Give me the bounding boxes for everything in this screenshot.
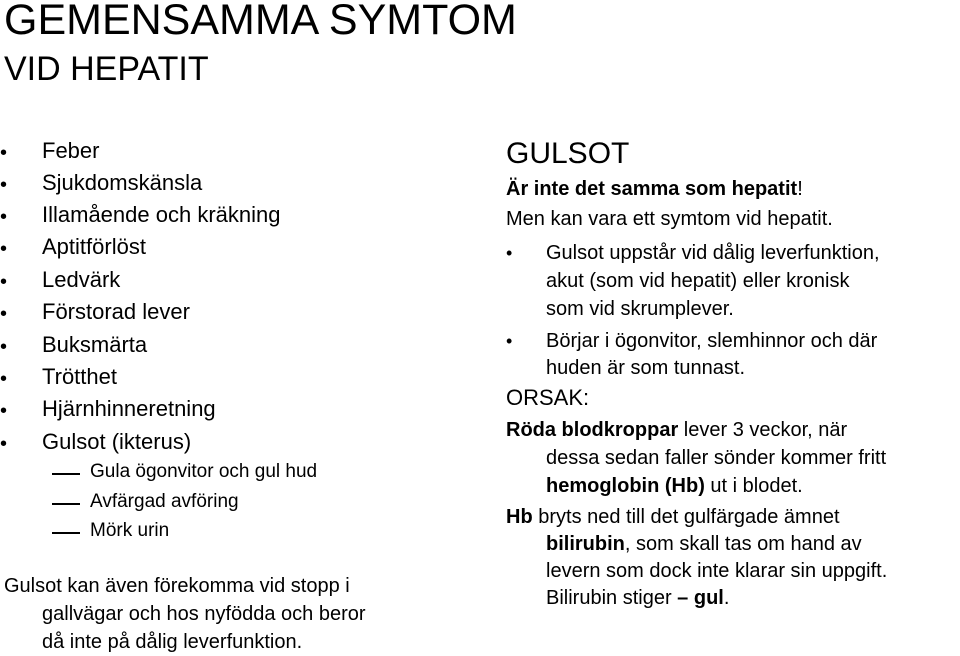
bullet-icon: • bbox=[0, 271, 8, 293]
cause-bold: Röda blodkroppar bbox=[506, 419, 679, 441]
bullet-icon: • bbox=[506, 331, 513, 351]
bullet-icon: • bbox=[0, 238, 8, 260]
dash-icon bbox=[52, 503, 80, 505]
bullet-icon: • bbox=[0, 303, 8, 325]
dash-icon bbox=[52, 473, 80, 475]
dash-icon bbox=[52, 532, 80, 534]
list-item: Feber bbox=[42, 138, 100, 163]
cause-text: , som skall tas om hand av bbox=[624, 533, 862, 555]
list-item: Trötthet bbox=[42, 364, 117, 389]
cause-text: ut i blodet. bbox=[704, 475, 803, 497]
list-item: Hjärnhinneretning bbox=[42, 396, 216, 421]
cause-text: lever 3 veckor, när bbox=[678, 419, 848, 441]
cause-bold: hemoglobin (Hb) bbox=[546, 475, 705, 497]
page-subtitle: VID HEPATIT bbox=[4, 50, 209, 88]
cause-line bbox=[506, 505, 840, 530]
bullet-line: Börjar i ögonvitor, slemhinnor och där bbox=[546, 330, 878, 352]
cause-dash: – bbox=[677, 587, 689, 609]
cause-text: bryts ned till det gulfärgade ämnet bbox=[532, 506, 840, 528]
intro-line bbox=[506, 177, 803, 202]
cause-line: levern som dock inte klarar sin uppgift. bbox=[546, 560, 888, 582]
section-heading: GULSOT bbox=[506, 137, 630, 170]
note-line: Gulsot kan även förekomma vid stopp i bbox=[4, 575, 350, 597]
bullet-line: akut (som vid hepatit) eller kronisk bbox=[546, 270, 850, 292]
cause-bold: gul bbox=[688, 587, 724, 609]
intro-line-2: Men kan vara ett symtom vid hepatit. bbox=[506, 208, 833, 230]
list-item: Ledvärk bbox=[42, 267, 121, 292]
list-item: Gulsot (ikterus) bbox=[42, 429, 192, 454]
bullet-icon: • bbox=[506, 243, 513, 263]
bullet-icon: • bbox=[0, 368, 8, 390]
list-item: Buksmärta bbox=[42, 332, 148, 357]
intro-bold: Är inte det samma som hepatit bbox=[506, 178, 798, 200]
bullet-line: Gulsot uppstår vid dålig leverfunktion, bbox=[546, 242, 880, 264]
bullet-icon: • bbox=[0, 336, 8, 358]
cause-line bbox=[546, 474, 803, 499]
bullet-line: huden är som tunnast. bbox=[546, 357, 746, 379]
bullet-icon: • bbox=[0, 400, 8, 422]
cause-line bbox=[546, 586, 729, 611]
cause-text: Bilirubin stiger bbox=[546, 587, 678, 609]
bullet-icon: • bbox=[0, 174, 8, 196]
note-line: gallvägar och hos nyfödda och beror bbox=[42, 603, 366, 625]
sub-list-item: Mörk urin bbox=[90, 520, 170, 541]
list-item: Sjukdomskänsla bbox=[42, 170, 203, 195]
cause-text: . bbox=[723, 587, 730, 609]
bullet-icon: • bbox=[0, 433, 8, 455]
cause-line: dessa sedan faller sönder kommer fritt bbox=[546, 447, 887, 469]
sub-list-item: Avfärgad avföring bbox=[90, 491, 239, 512]
list-item: Aptitförlöst bbox=[42, 234, 146, 259]
sub-list-item: Gula ögonvitor och gul hud bbox=[90, 461, 318, 482]
list-item: Illamående och kräkning bbox=[42, 202, 281, 227]
bullet-line: som vid skrumplever. bbox=[546, 298, 734, 320]
bullet-icon: • bbox=[0, 206, 8, 228]
intro-end: ! bbox=[797, 178, 803, 200]
bullet-icon: • bbox=[0, 142, 8, 164]
cause-bold: Hb bbox=[506, 506, 533, 528]
list-item: Förstorad lever bbox=[42, 299, 190, 324]
cause-bold: bilirubin bbox=[546, 533, 625, 555]
cause-line bbox=[506, 418, 847, 443]
page-title: GEMENSAMMA SYMTOM bbox=[4, 0, 517, 44]
note-line: då inte på dålig leverfunktion. bbox=[42, 631, 303, 653]
cause-heading: ORSAK: bbox=[506, 385, 590, 410]
cause-line bbox=[546, 532, 862, 557]
